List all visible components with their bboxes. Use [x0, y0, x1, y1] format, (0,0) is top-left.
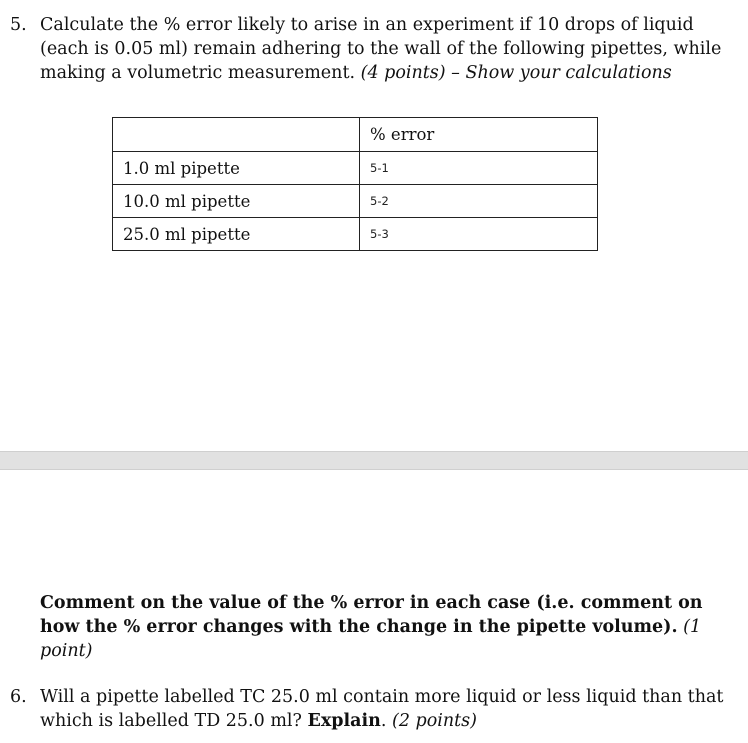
- pipette-label: 10.0 ml pipette: [113, 185, 360, 218]
- header-cell-percent-error: % error: [360, 118, 598, 152]
- question-number: 6.: [10, 687, 27, 707]
- question-prompt: Calculate the % error likely to arise in an experiment if 10 drops of liquid (each is 0.05 ml) remain adhering to the wall of the following pipettes, while making a volumetric measurement.: [40, 15, 722, 83]
- comment-text: Comment on the value of the % error in each case (i.e. comment on how the % error changes with the change in the pipette volume).: [40, 593, 703, 637]
- explain-label: Explain: [307, 711, 381, 731]
- pipette-label: 1.0 ml pipette: [113, 152, 360, 185]
- comment-prompt: [40, 591, 740, 663]
- table-row: [113, 185, 598, 218]
- pipette-label: 25.0 ml pipette: [113, 218, 360, 251]
- points-note: (1 point): [40, 617, 702, 661]
- answer-field[interactable]: 5-3: [360, 218, 598, 251]
- question-text: [40, 13, 735, 85]
- question-text: [40, 685, 730, 733]
- question-number: 5.: [10, 15, 27, 35]
- table-row: [113, 152, 598, 185]
- points-note: (4 points) – Show your calculations: [360, 63, 672, 83]
- answer-field[interactable]: 5-1: [360, 152, 598, 185]
- table-header-row: [113, 118, 598, 152]
- points-note: (2 points): [392, 711, 477, 731]
- answer-field[interactable]: 5-2: [360, 185, 598, 218]
- table-row: [113, 218, 598, 251]
- header-cell-empty: [113, 118, 360, 152]
- percent-error-table: [112, 117, 598, 251]
- page-break-divider: [0, 451, 748, 470]
- question-prompt: Will a pipette labelled TC 25.0 ml contain more liquid or less liquid than that which is labelled TD 25.0 ml?: [40, 687, 724, 731]
- period: .: [380, 711, 387, 731]
